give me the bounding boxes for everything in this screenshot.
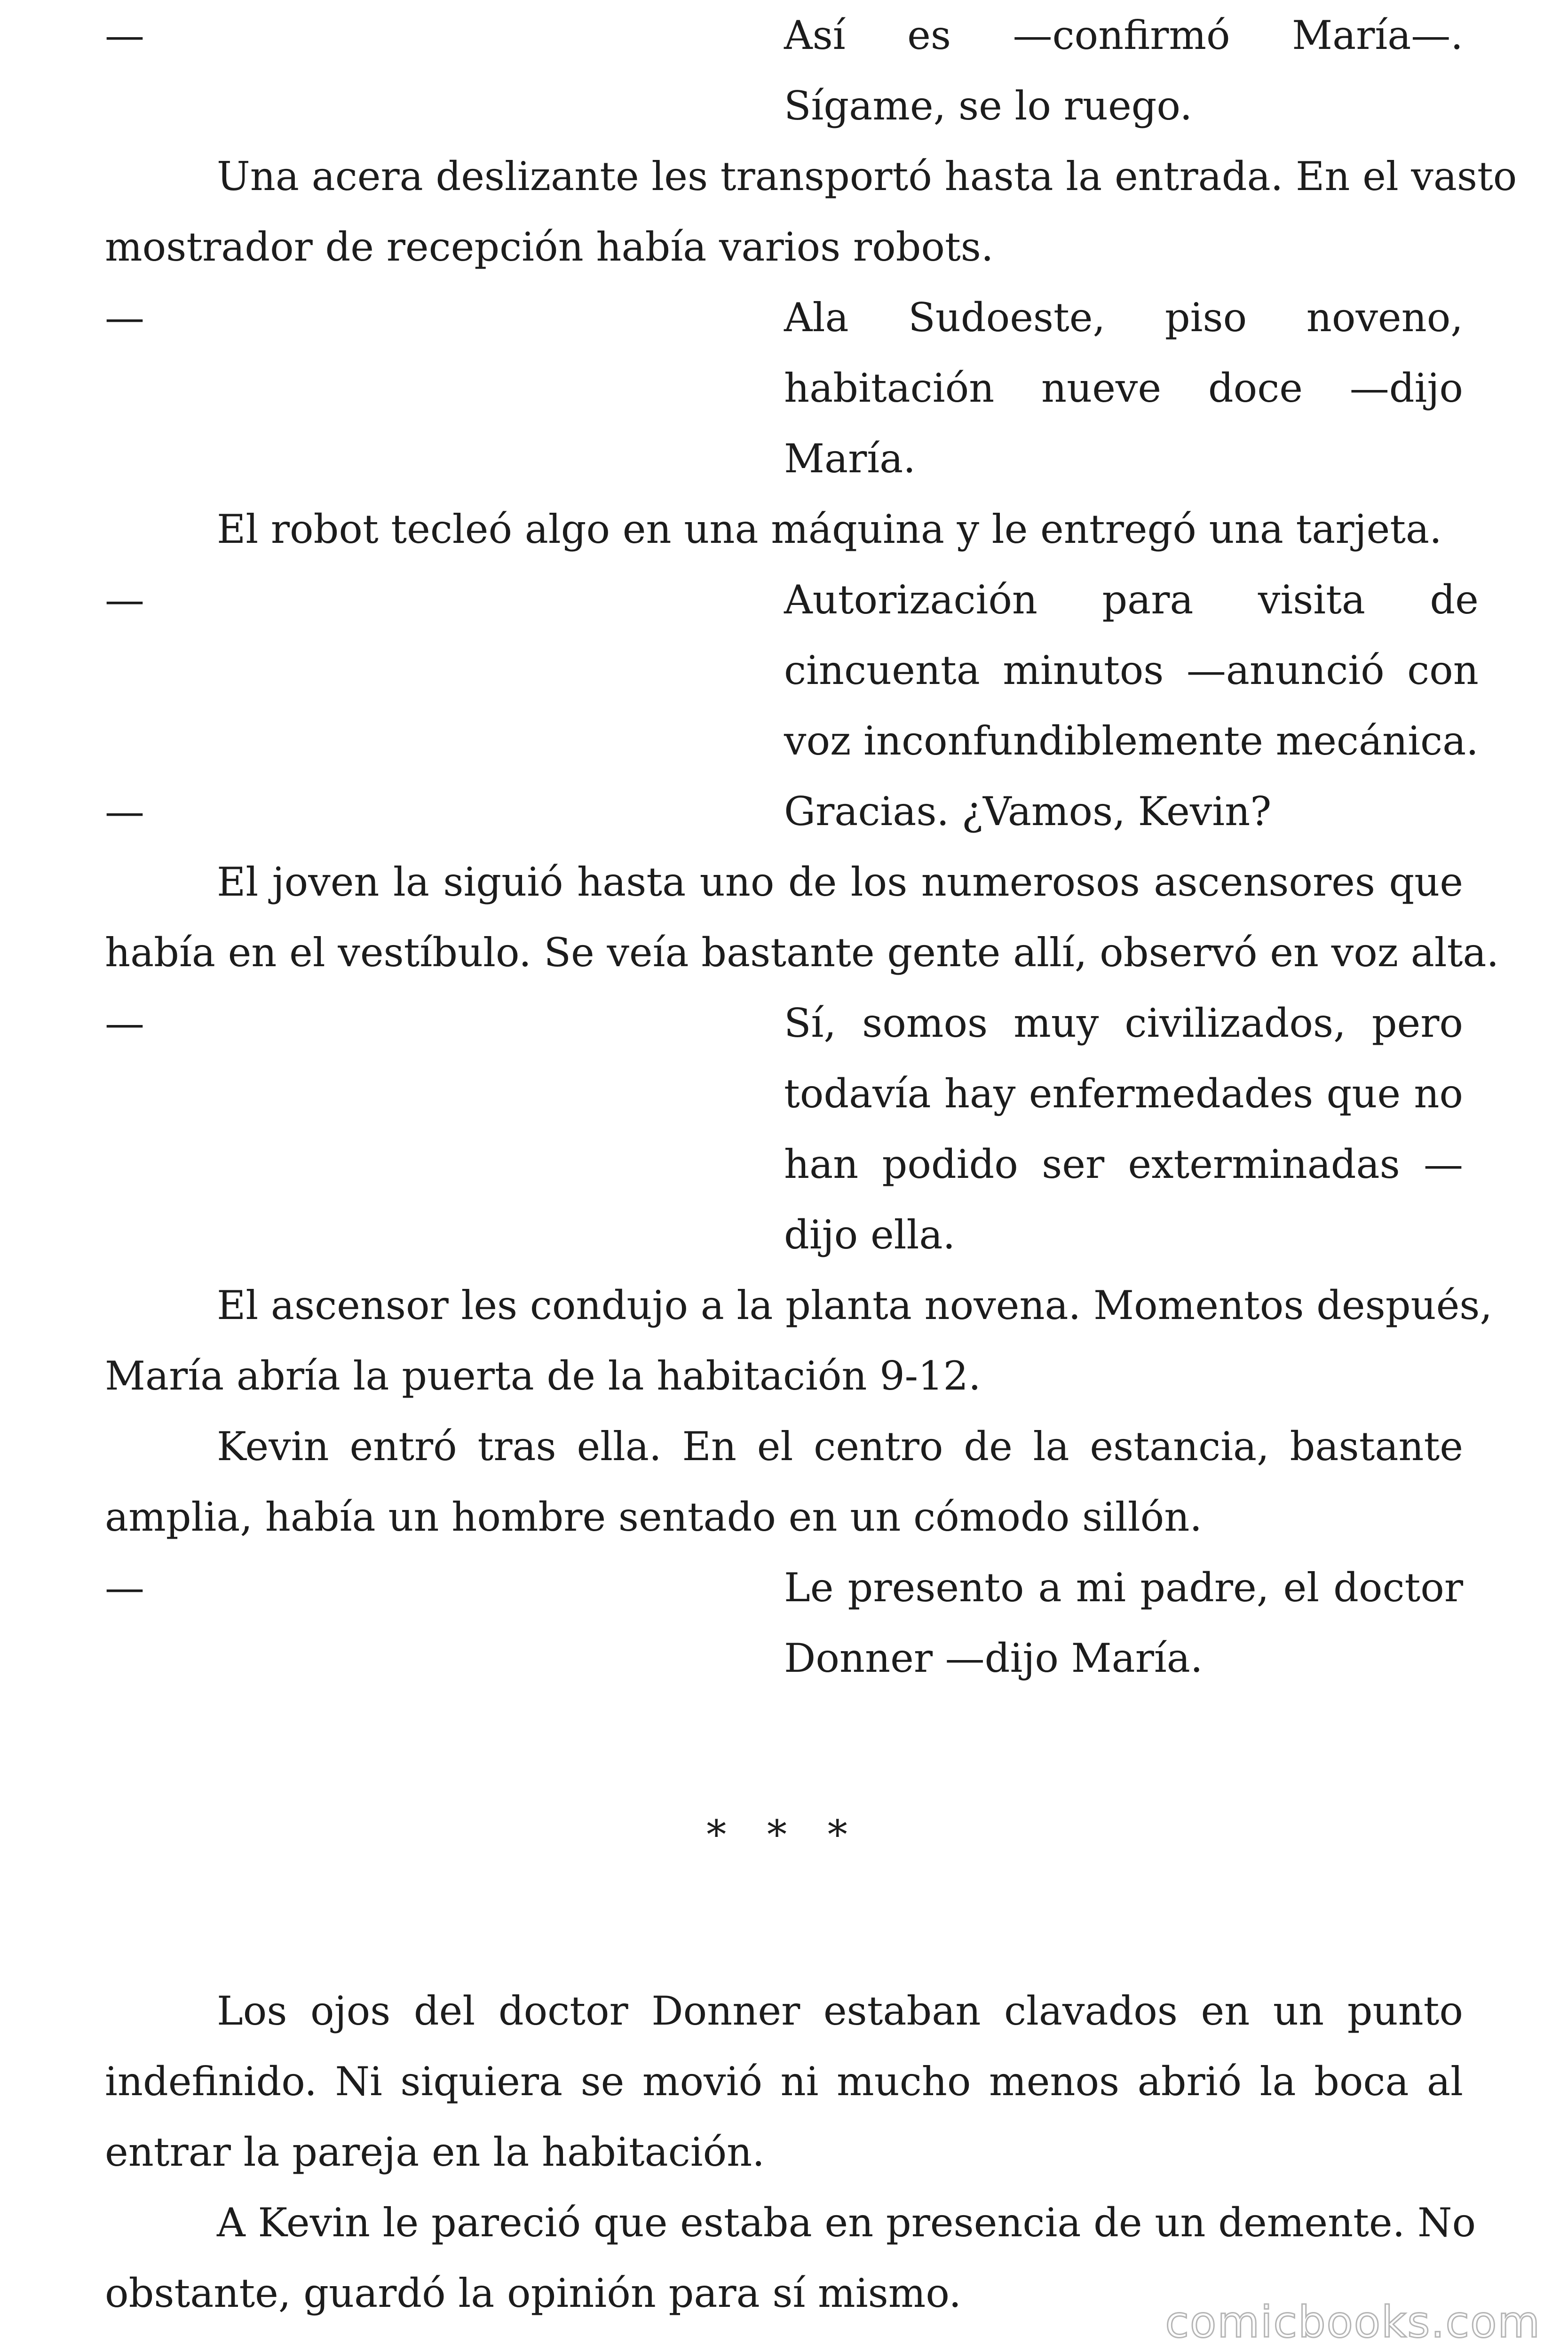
text-line: Sígame, se lo ruego.: [784, 83, 1193, 129]
paragraph: [105, 141, 1517, 282]
text-line: Ala Sudoeste, piso noveno,: [784, 294, 1463, 341]
dialog-dash: —: [105, 1000, 144, 1046]
text-line: Una acera deslizante les transportó hasta la entrada. En el vasto: [217, 153, 1517, 199]
text-line: obstante, guardó la opinión para sí mismo.: [105, 2270, 962, 2316]
text-line: El robot tecleó algo en una máquina y le entregó una tarjeta.: [217, 506, 1442, 552]
dialog-speech: [784, 564, 1479, 776]
text-line: El ascensor les condujo a la planta novena. Momentos después,: [217, 1282, 1493, 1328]
paragraph: [105, 1411, 1463, 1552]
dialog-line: [105, 1552, 1463, 1693]
text-line: entrar la pareja en la habitación.: [105, 2129, 765, 2175]
scene-break: * * *: [706, 1812, 862, 1858]
dialog-dash: —: [105, 12, 144, 58]
dialog-dash: —: [105, 294, 144, 341]
dialog-speech: [784, 776, 1463, 847]
text-line: amplia, había un hombre sentado en un cómodo sillón.: [105, 1494, 1203, 1540]
paragraph: [105, 1270, 1493, 1411]
text-line: Le presento a mi padre, el doctor: [784, 1565, 1463, 1611]
text-line: Donner —dijo María.: [784, 1635, 1203, 1681]
dialog-line: [105, 564, 1479, 776]
text-line: todavía hay enfermedades que no: [784, 1071, 1463, 1117]
text-line: han podido ser exterminadas —: [784, 1141, 1463, 1187]
text-line: Los ojos del doctor Donner estaban clavados en un punto: [217, 1988, 1463, 2034]
text-line: Así es —confirmó María—.: [784, 12, 1463, 58]
text-line: Sí, somos muy civilizados, pero: [784, 1000, 1463, 1046]
dialog-line: [105, 282, 1463, 494]
text-line: indefinido. Ni siquiera se movió ni mucho menos abrió la boca al: [105, 2058, 1463, 2105]
paragraph: [105, 847, 1499, 988]
text-line: María abría la puerta de la habitación 9-12.: [105, 1353, 981, 1399]
text-line: dijo ella.: [784, 1212, 956, 1258]
text-line: A Kevin le pareció que estaba en presencia de un demente. No: [217, 2200, 1476, 2246]
text-line: voz inconfundiblemente mecánica.: [784, 718, 1479, 764]
dialog-speech: [784, 988, 1463, 1270]
dialog-speech: [784, 1552, 1463, 1693]
text-line: mostrador de recepción había varios robots.: [105, 224, 994, 270]
dialog-dash: —: [105, 788, 144, 834]
text-line: había en el vestíbulo. Se veía bastante gente allí, observó en voz alta.: [105, 930, 1499, 976]
text-line: María.: [784, 436, 916, 482]
dialog-dash: —: [105, 577, 144, 623]
dialog-speech: [784, 282, 1463, 494]
paragraph: [105, 494, 1463, 564]
dialog-dash: —: [105, 1565, 144, 1611]
dialog-speech: [784, 0, 1463, 141]
text-line: Autorización para visita de: [784, 577, 1479, 623]
text-line: habitación nueve doce —dijo: [784, 365, 1463, 411]
text-line: Gracias. ¿Vamos, Kevin?: [784, 788, 1272, 834]
dialog-line: [105, 776, 1463, 847]
text-line: El joven la siguió hasta uno de los numerosos ascensores que: [217, 859, 1463, 905]
dialog-line: [105, 988, 1463, 1270]
watermark: comicbooks.com: [1165, 2297, 1541, 2347]
dialog-line: [105, 0, 1463, 141]
paragraph: [105, 1976, 1463, 2187]
text-line: Kevin entró tras ella. En el centro de la estancia, bastante: [217, 1423, 1463, 1470]
text-line: cincuenta minutos —anunció con: [784, 647, 1479, 693]
